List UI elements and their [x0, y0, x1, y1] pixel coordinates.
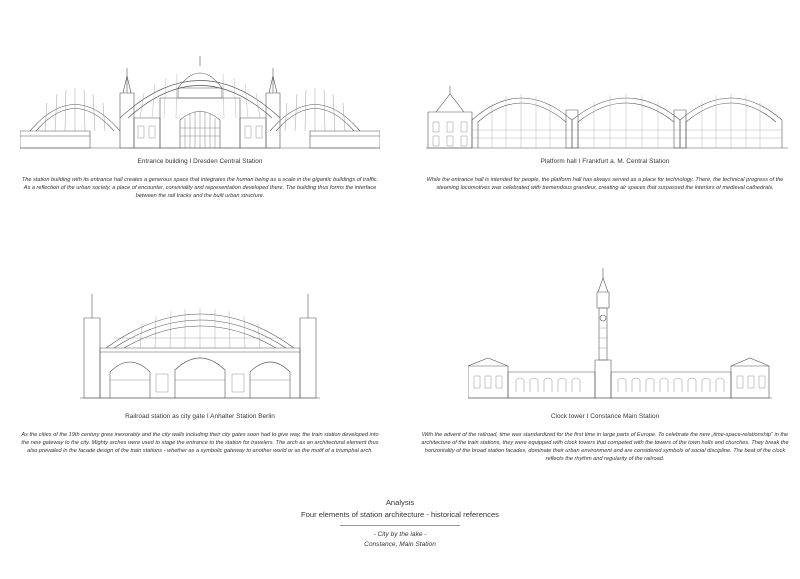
description-frankfurt: While the entrance hall is intended for people, the platform hall has always served as a place for technology. There, the technical progress of the steaming locomotives was celebrated with tremendous grandeur, creating air spaces that surpassed the interiors of medieval cathedrals. — [426, 177, 784, 192]
frankfurt-platform-hall-drawing — [426, 80, 788, 150]
description-anhalter: As the cities of the 19th century grew inexorably and the city walls including their city gates soon had to give way, the train station developed into the new gateway to the city. Mighty arches were used to stage the entrance to the station for travelers. The arch as an architectural element thus also prevailed in the facade design of the train stations - whether as a symbolic gateway to another world or as the motif of a triumphal arch. — [21, 432, 379, 455]
footer-title: Analysis — [385, 498, 415, 507]
caption-anhalter: Railroad station as city gate I Anhalter Station Berlin — [125, 413, 275, 420]
description-dresden: The station building with its entrance hall creates a generous space that integrates the human being as a scale in the gigantic buildings of traffic. As a reflection of the urban society, a place of encounter, conviviality and representation developed there. The building thus forms the interface between the rail tracks and the built urban structure. — [21, 177, 379, 200]
footer-note-line1: - City by the lake - — [373, 531, 427, 538]
footer-divider — [340, 525, 460, 526]
caption-constance: Clock tower I Constance Main Station — [550, 413, 660, 420]
constance-clock-tower-drawing — [468, 268, 772, 400]
description-constance: With the advent of the railroad, time was standardized for the first time in large parts of Europe. To celebrate the new „time-space-relationship“ in the architecture of the train stations, they were equipped with clock towers that competed with the towers of the town halls and churches. They break the horizontality of the broad station facades, dominate their urban environment and are considered symbols of social discipline. The beat of the clock reflects the rhythm and regularity of the railroad. — [421, 432, 789, 463]
anhalter-station-facade-drawing — [80, 290, 320, 400]
footer-subtitle: Four elements of station architecture - historical references — [301, 510, 499, 519]
footer-note-line2: Constance, Main Station — [364, 541, 436, 548]
caption-frankfurt: Platform hall I Frankfurt a. M. Central Station — [540, 158, 670, 165]
dresden-station-elevation-drawing — [20, 48, 380, 150]
caption-dresden: Entrance building I Dresden Central Station — [137, 158, 263, 165]
